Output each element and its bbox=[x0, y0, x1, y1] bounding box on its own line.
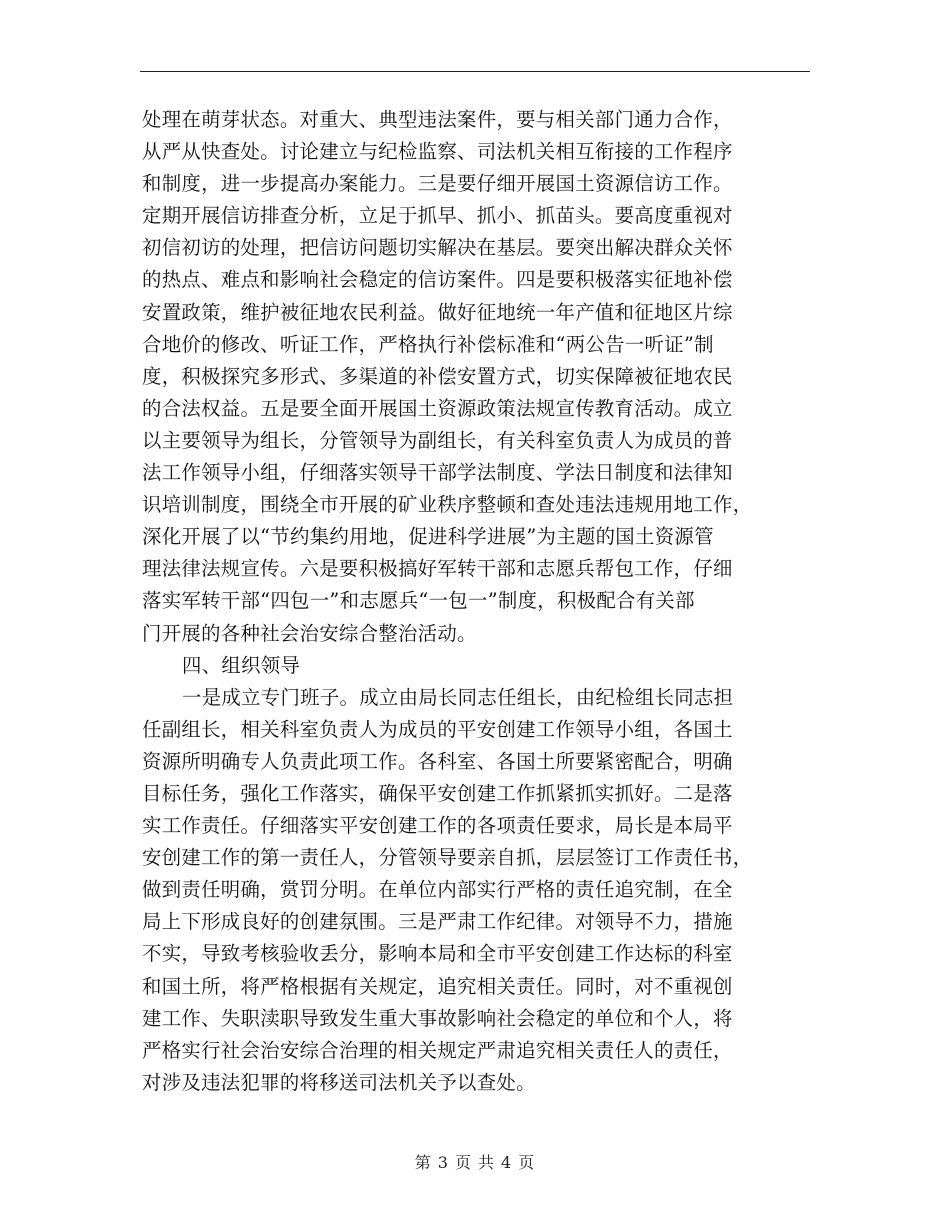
text-line: 理法律法规宣传。六是要积极搞好军转干部和志愿兵帮包工作，仔细 bbox=[142, 557, 733, 581]
text-line: 从严从快查处。讨论建立与纪检监察、司法机关相互衔接的工作程序 bbox=[142, 140, 733, 164]
text-line: 初信初访的处理，把信访问题切实解决在基层。要突出解决群众关怀 bbox=[142, 236, 733, 260]
text-line: 识培训制度，围绕全市开展的矿业秩序整顿和查处违法违规用地工作， bbox=[142, 493, 753, 517]
text-line: 严格实行社会治安综合治理的相关规定严肃追究相关责任人的责任， bbox=[142, 1038, 733, 1062]
text-line: 做到责任明确，赏罚分明。在单位内部实行严格的责任追究制，在全 bbox=[142, 878, 733, 902]
document-body bbox=[142, 104, 814, 1099]
header-rule bbox=[140, 71, 810, 72]
text-line: 一是成立专门班子。成立由局长同志任组长，由纪检组长同志担 bbox=[182, 685, 734, 709]
text-line: 实工作责任。仔细落实平安创建工作的各项责任要求，局长是本局平 bbox=[142, 814, 733, 838]
text-line: 深化开展了以“节约集约用地，促进科学进展”为主题的国土资源管 bbox=[142, 525, 714, 549]
text-line: 对涉及违法犯罪的将移送司法机关予以查处。 bbox=[142, 1070, 536, 1094]
text-line: 以主要领导为组长，分管领导为副组长，有关科室负责人为成员的普 bbox=[142, 428, 733, 452]
text-line: 目标任务，强化工作落实，确保平安创建工作抓紧抓实抓好。二是落 bbox=[142, 781, 733, 805]
footer-total-prefix: 共 bbox=[478, 1153, 496, 1172]
text-line: 合地价的修改、听证工作，严格执行补偿标准和“两公告一听证”制 bbox=[142, 332, 714, 356]
text-line: 法工作领导小组，仔细落实领导干部学法制度、学法日制度和法律知 bbox=[142, 461, 733, 485]
text-line: 不实，导致考核验收丢分，影响本局和全市平安创建工作达标的科室 bbox=[142, 942, 733, 966]
text-line: 和国土所，将严格根据有关规定，追究相关责任。同时，对不重视创 bbox=[142, 974, 733, 998]
text-line: 四、组织领导 bbox=[182, 653, 301, 677]
current-page-number: 3 bbox=[437, 1153, 449, 1172]
footer-suffix: 页 bbox=[518, 1153, 536, 1172]
text-line: 的热点、难点和影响社会稳定的信访案件。四是要积极落实征地补偿 bbox=[142, 268, 733, 292]
text-line: 和制度，进一步提高办案能力。三是要仔细开展国土资源信访工作。 bbox=[142, 172, 733, 196]
text-line: 安创建工作的第一责任人，分管领导要亲自抓，层层签订工作责任书， bbox=[142, 846, 753, 870]
footer-prefix: 第 bbox=[414, 1153, 432, 1172]
text-line: 度，积极探究多形式、多渠道的补偿安置方式，切实保障被征地农民 bbox=[142, 364, 733, 388]
text-line: 资源所明确专人负责此项工作。各科室、各国土所要紧密配合，明确 bbox=[142, 749, 733, 773]
text-line: 任副组长，相关科室负责人为成员的平安创建工作领导小组，各国土 bbox=[142, 717, 733, 741]
text-line: 落实军转干部“四包一”和志愿兵“一包一”制度，积极配合有关部 bbox=[142, 589, 695, 613]
text-line: 处理在萌芽状态。对重大、典型违法案件，要与相关部门通力合作， bbox=[142, 108, 733, 131]
text-line: 定期开展信访排查分析，立足于抓早、抓小、抓苗头。要高度重视对 bbox=[142, 204, 733, 228]
text-line: 门开展的各种社会治安综合整治活动。 bbox=[142, 621, 477, 645]
page-footer bbox=[0, 1150, 950, 1173]
text-line: 安置政策，维护被征地农民利益。做好征地统一年产值和征地区片综 bbox=[142, 300, 733, 324]
text-line: 局上下形成良好的创建氛围。三是严肃工作纪律。对领导不力，措施 bbox=[142, 910, 733, 934]
text-line: 的合法权益。五是要全面开展国土资源政策法规宣传教育活动。成立 bbox=[142, 396, 733, 420]
total-page-number: 4 bbox=[501, 1153, 513, 1172]
text-line: 建工作、失职渎职导致发生重大事故影响社会稳定的单位和个人，将 bbox=[142, 1006, 733, 1030]
footer-page-label: 页 bbox=[454, 1153, 472, 1172]
